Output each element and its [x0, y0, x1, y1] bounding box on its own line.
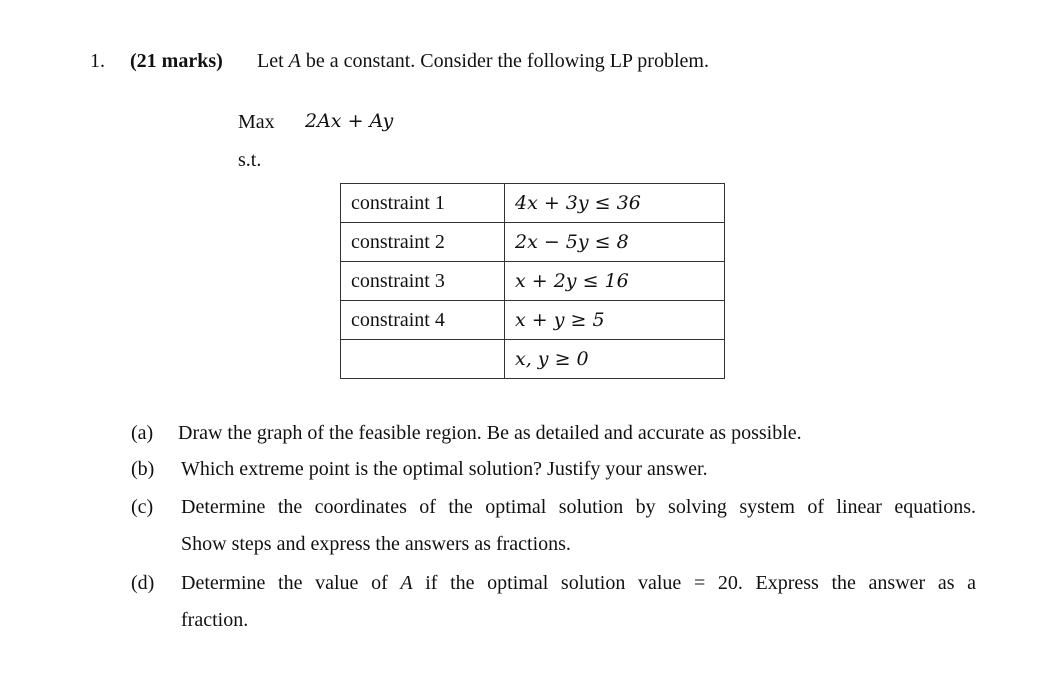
constraint-name: constraint 1 [341, 184, 505, 223]
constraint-name: constraint 3 [341, 262, 505, 301]
constraint-name [341, 340, 505, 379]
part-d-text-line2: fraction. [181, 609, 249, 631]
part-d-text-a: Determine the value of [181, 572, 401, 594]
table-row [341, 223, 725, 262]
max-label: Max [238, 111, 275, 133]
question-intro [257, 50, 709, 73]
part-b-label: (b) [131, 458, 155, 480]
constraint-name: constraint 2 [341, 223, 505, 262]
intro-variable: A [288, 50, 301, 72]
constraint-expression: x, y ≥ 0 [505, 340, 725, 379]
part-d-text-b: if the optimal solution value = 20. Express the answer as a [412, 572, 976, 594]
table-row [341, 340, 725, 379]
part-c-label: (c) [131, 496, 154, 518]
table-row [341, 262, 725, 301]
table-row [341, 184, 725, 223]
question-marks: (21 marks) [130, 50, 223, 72]
subject-to-label: s.t. [238, 149, 262, 171]
part-d-label: (d) [131, 572, 155, 594]
constraint-expression: 2x − 5y ≤ 8 [505, 223, 725, 262]
constraint-name: constraint 4 [341, 301, 505, 340]
question-number: 1. [90, 50, 105, 72]
objective-function: 2Ax + Ay [305, 110, 394, 132]
constraint-expression: 4x + 3y ≤ 36 [505, 184, 725, 223]
part-b-text: Which extreme point is the optimal solution? Justify your answer. [181, 458, 708, 480]
part-a-label: (a) [131, 422, 154, 444]
intro-text-a: Let [257, 50, 289, 72]
constraint-expression: x + 2y ≤ 16 [505, 262, 725, 301]
constraint-expression: x + y ≥ 5 [505, 301, 725, 340]
intro-text-b: be a constant. Consider the following LP problem. [300, 50, 709, 72]
part-c-text-line2: Show steps and express the answers as fractions. [181, 533, 571, 555]
part-c-text-line1: Determine the coordinates of the optimal solution by solving system of linear equations. [181, 496, 976, 518]
part-a-text: Draw the graph of the feasible region. Be as detailed and accurate as possible. [178, 422, 802, 444]
table-row [341, 301, 725, 340]
part-d-variable: A [400, 572, 413, 594]
constraint-table [340, 183, 725, 379]
part-d-text-line1 [181, 572, 976, 595]
